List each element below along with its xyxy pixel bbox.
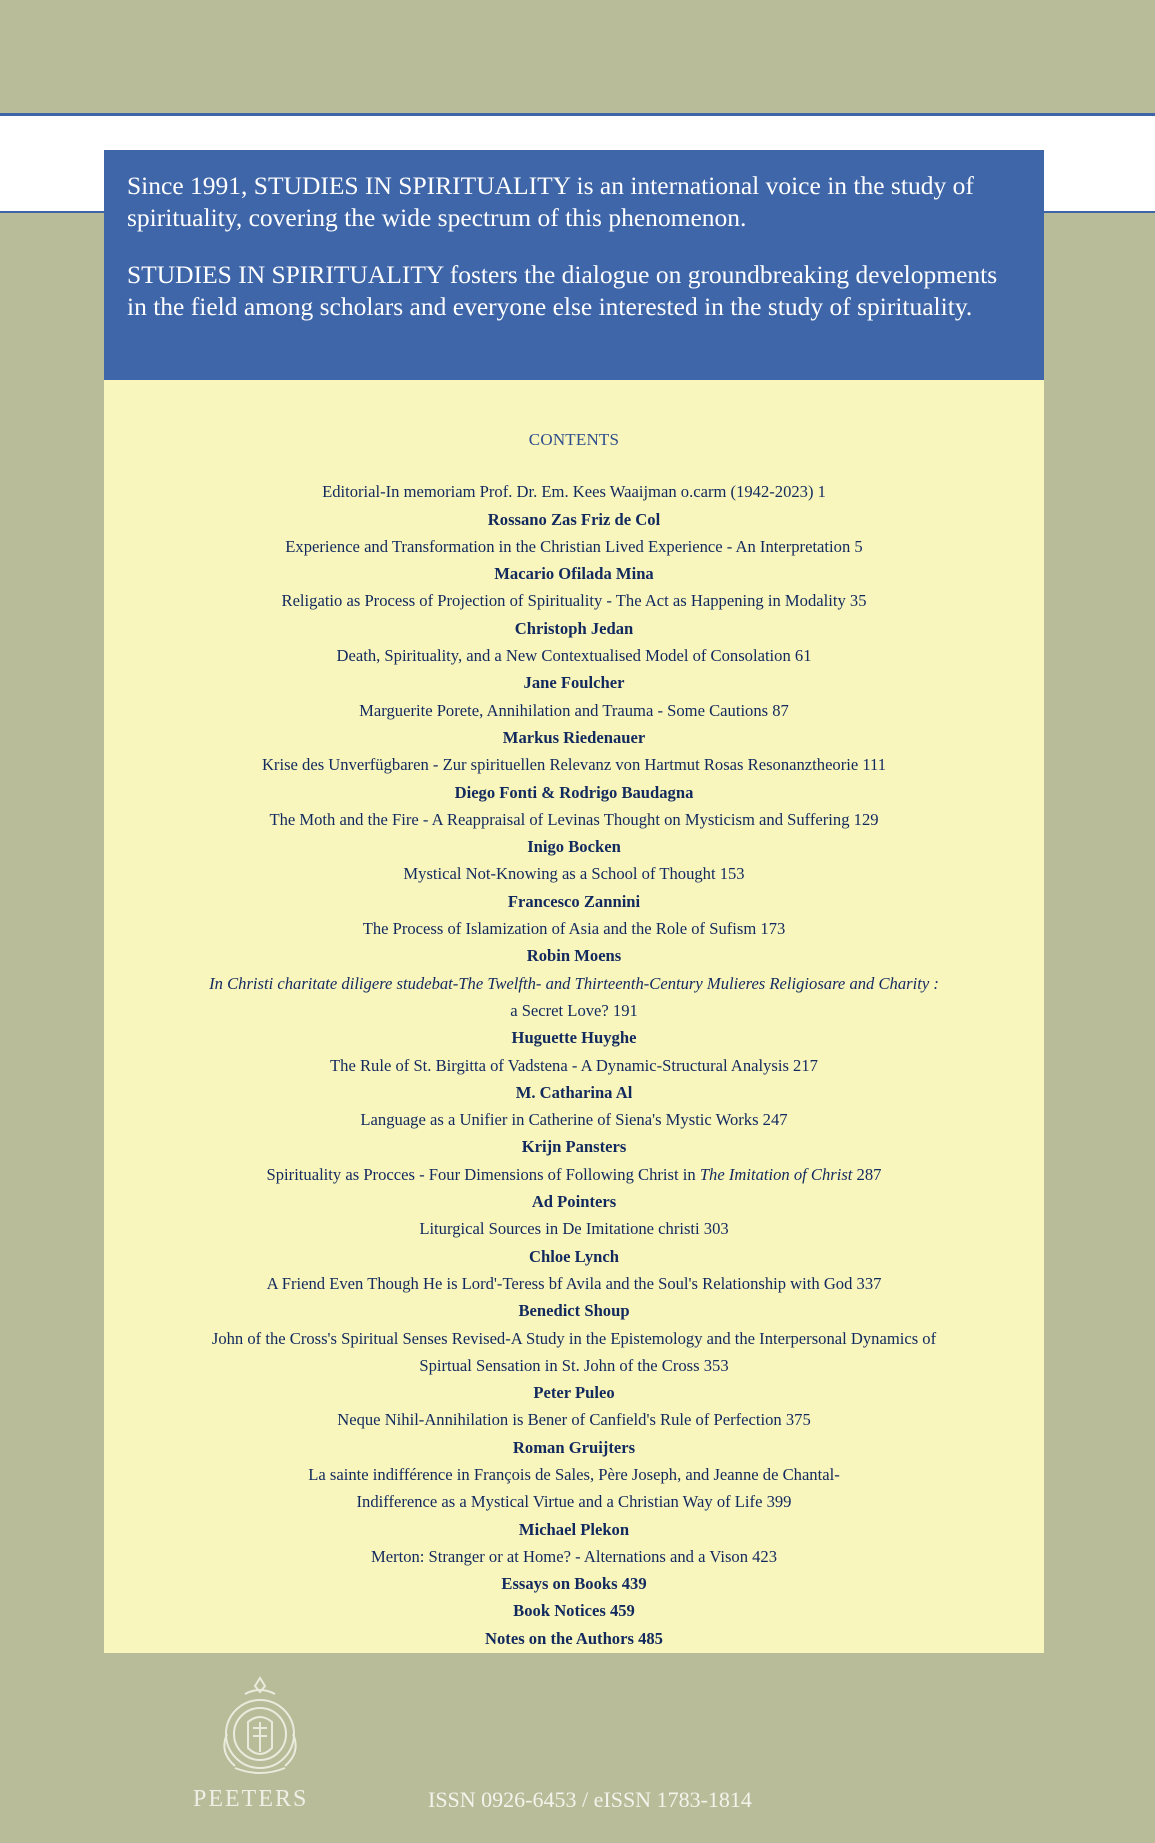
- contents-text: Notes on the Authors 485: [485, 1628, 663, 1648]
- contents-entry: [104, 587, 1044, 614]
- contents-text: The Moth and the Fire - A Reappraisal of Levinas Thought on Mysticism and Suffering 129: [269, 809, 879, 829]
- contents-author: [104, 942, 1044, 969]
- contents-author: [104, 1297, 1044, 1324]
- contents-author: [104, 833, 1044, 860]
- contents-text: The Process of Islamization of Asia and the Role of Sufism 173: [362, 919, 786, 939]
- contents-text: A Friend Even Though He is Lord'-Teress bf Avila and the Soul's Relationship with God 337: [266, 1273, 882, 1293]
- cover-panel: [104, 150, 1044, 1653]
- contents-author: [104, 1570, 1044, 1597]
- contents-text: John of the Cross's Spiritual Senses Revised-A Study in the Epistemology and the Interpersonal Dynamics of: [211, 1328, 937, 1348]
- contents-text: Francesco Zannini: [507, 891, 641, 911]
- contents-entry: [104, 533, 1044, 560]
- contents-author: [104, 1024, 1044, 1051]
- contents-text: Spirtual Sensation in St. John of the Cross 353: [419, 1355, 729, 1375]
- contents-entry: [104, 697, 1044, 724]
- contents-text: a Secret Love? 191: [510, 1000, 638, 1020]
- contents-text: Benedict Shoup: [518, 1301, 630, 1321]
- contents-entry: [104, 478, 1044, 505]
- contents-author: [104, 506, 1044, 533]
- contents-text: The Rule of St. Birgitta of Vadstena - A Dynamic-Structural Analysis 217: [330, 1055, 818, 1075]
- contents-text: Essays on Books 439: [501, 1574, 647, 1594]
- contents-entry: [104, 860, 1044, 887]
- contents-text: Christoph Jedan: [514, 618, 634, 638]
- contents-text: Macario Ofilada Mina: [494, 564, 654, 584]
- contents-text: Language as a Unifier in Catherine of Siena's Mystic Works 247: [360, 1110, 788, 1130]
- contents-entry: [104, 1052, 1044, 1079]
- contents-author: [104, 724, 1044, 751]
- contents-page-number: 287: [852, 1164, 882, 1184]
- contents-text: Peter Puleo: [533, 1383, 615, 1403]
- contents-entry: [104, 642, 1044, 669]
- contents-text: Diego Fonti & Rodrigo Baudagna: [454, 782, 694, 802]
- contents-author: [104, 888, 1044, 915]
- contents-author: [104, 1079, 1044, 1106]
- contents-text: Death, Spirituality, and a New Contextualised Model of Consolation 61: [336, 646, 812, 666]
- contents-entry: [104, 1215, 1044, 1242]
- contents-author: [104, 1597, 1044, 1624]
- contents-text: Michael Plekon: [518, 1519, 630, 1539]
- contents-entry: [104, 751, 1044, 778]
- contents-list: [104, 478, 1044, 1652]
- contents-text: Editorial-In memoriam Prof. Dr. Em. Kees Waaijman o.carm (1942-2023) 1: [322, 482, 826, 502]
- contents-text: Huguette Huyghe: [511, 1028, 637, 1048]
- contents-text: Spirituality as Procces - Four Dimensions of Following Christ in: [266, 1164, 700, 1184]
- intro-paragraph-1: Since 1991, STUDIES IN SPIRITUALITY is an international voice in the study of spirituality, covering the wide spectrum of this phenomenon.: [127, 171, 974, 232]
- contents-author: [104, 560, 1044, 587]
- contents-entry: [104, 1106, 1044, 1133]
- publisher-name: PEETERS: [193, 1786, 309, 1812]
- contents-entry: [104, 1543, 1044, 1570]
- contents-entry: [104, 970, 1044, 997]
- contents-author: [104, 1188, 1044, 1215]
- contents-text: Religatio as Process of Projection of Spirituality - The Act as Happening in Modality 35: [281, 591, 867, 611]
- contents-text: Neque Nihil-Annihilation is Bener of Canfield's Rule of Perfection 375: [337, 1410, 811, 1430]
- contents-author: [104, 615, 1044, 642]
- contents-author: [104, 1133, 1044, 1160]
- contents-text: Chloe Lynch: [529, 1246, 619, 1266]
- contents-text: In Christi charitate diligere studebat-The Twelfth- and Thirteenth-Century Mulieres Religiosare and Charity :: [209, 973, 939, 993]
- contents-text: Robin Moens: [526, 946, 622, 966]
- contents-text: Liturgical Sources in De Imitatione christi 303: [419, 1219, 729, 1239]
- issn-text: ISSN 0926-6453 / eISSN 1783-1814: [428, 1787, 752, 1812]
- peeters-crest-icon: [205, 1672, 315, 1797]
- contents-author: [104, 1243, 1044, 1270]
- contents-entry: [104, 1461, 1044, 1488]
- contents-text: Inigo Bocken: [527, 837, 621, 857]
- contents-entry: [104, 1325, 1044, 1352]
- contents-text: Rossano Zas Friz de Col: [487, 509, 661, 529]
- contents-entry: [104, 806, 1044, 833]
- contents-text: Markus Riedenauer: [502, 727, 646, 747]
- contents-author: [104, 1379, 1044, 1406]
- contents-entry: [104, 1161, 1044, 1188]
- contents-text: Krise des Unverfügbaren - Zur spirituellen Relevanz von Hartmut Rosas Resonanztheorie 111: [261, 755, 887, 775]
- contents-text: Jane Foulcher: [523, 673, 625, 693]
- contents-entry: [104, 915, 1044, 942]
- intro-paragraph-2: STUDIES IN SPIRITUALITY fosters the dialogue on groundbreaking developments in the field among scholars and everyone else interested in the study of spirituality.: [127, 260, 998, 321]
- contents-entry: [104, 1406, 1044, 1433]
- contents-text: Experience and Transformation in the Christian Lived Experience - An Interpretation 5: [285, 536, 863, 556]
- contents-text: M. Catharina Al: [515, 1082, 633, 1102]
- contents-entry: [104, 1488, 1044, 1515]
- contents-author: [104, 1434, 1044, 1461]
- contents-text: Krijn Pansters: [521, 1137, 627, 1157]
- contents-entry: [104, 1352, 1044, 1379]
- intro-box: [104, 150, 1044, 380]
- contents-text: Mystical Not-Knowing as a School of Thought 153: [403, 864, 745, 884]
- contents-heading: CONTENTS: [528, 430, 620, 449]
- contents-entry: [104, 1270, 1044, 1297]
- contents-box: [104, 380, 1044, 1653]
- contents-author: [104, 1516, 1044, 1543]
- contents-author: [104, 669, 1044, 696]
- contents-text: Marguerite Porete, Annihilation and Trauma - Some Cautions 87: [359, 700, 789, 720]
- contents-text: Merton: Stranger or at Home? - Alternations and a Vison 423: [370, 1546, 778, 1566]
- contents-entry: [104, 997, 1044, 1024]
- contents-text: La sainte indifférence in François de Sales, Père Joseph, and Jeanne de Chantal-: [308, 1464, 840, 1484]
- contents-italic-title: The Imitation of Christ: [699, 1164, 853, 1184]
- contents-text: Book Notices 459: [513, 1601, 635, 1621]
- contents-text: Indifference as a Mystical Virtue and a Christian Way of Life 399: [356, 1492, 792, 1512]
- contents-text: Ad Pointers: [531, 1192, 617, 1212]
- contents-author: [104, 1625, 1044, 1652]
- contents-author: [104, 779, 1044, 806]
- contents-text: Roman Gruijters: [512, 1437, 636, 1457]
